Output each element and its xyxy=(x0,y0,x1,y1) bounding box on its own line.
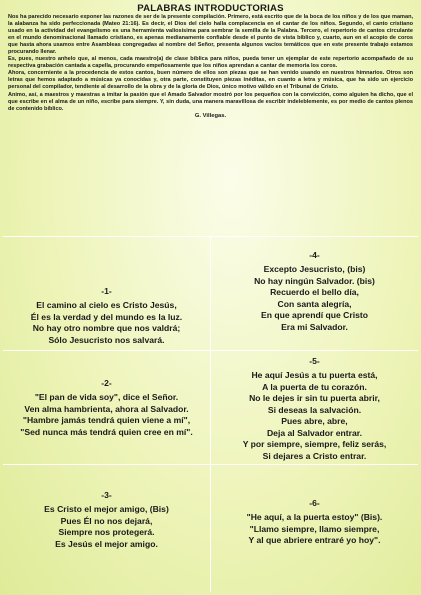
song-line: "He aquí, a la puerta estoy" (Bis). xyxy=(246,512,383,522)
song-line: Con santa alegría, xyxy=(277,298,352,309)
intro-paragraph: Animo, así, a maestros y maestras a imitar la pasión que el Amado Salvador mostró por los pequeños con la convicción, como alguien ha dicho, que el que escribe en el alma de un niño, escribe para siempre. Y, sin duda, una manera maravillosa de escribir indeleblemente, es por medio de cantos plenos de contenido bíblico. xyxy=(8,91,413,112)
song-line: Y por siempre, siempre, feliz serás, xyxy=(242,439,387,449)
song-number: -2- xyxy=(101,378,112,388)
song-2 xyxy=(3,378,210,438)
song-line: Si dejares a Cristo entrar. xyxy=(262,450,367,461)
song-line: Y al que abriere entraré yo hoy". xyxy=(248,535,381,545)
songs-grid xyxy=(3,236,418,592)
song-line: Pues Él no nos dejará, xyxy=(60,515,153,526)
song-line: No hay ningún Salvador. (bis) xyxy=(254,275,375,286)
song-number: -5- xyxy=(309,356,320,366)
song-line: En que aprendí que Cristo xyxy=(261,310,368,320)
song-number: -4- xyxy=(309,250,320,260)
song-line: Es Jesús el mejor amigo. xyxy=(55,538,158,549)
song-line: A la puerta de tu corazón. xyxy=(262,381,367,392)
song-line: Era mi Salvador. xyxy=(281,321,348,332)
introduction-section xyxy=(8,3,413,120)
song-line: Deja al Salvador entrar. xyxy=(266,427,363,438)
song-number: -6- xyxy=(309,498,320,508)
song-line: El camino al cielo es Cristo Jesús, xyxy=(36,300,177,310)
song-1 xyxy=(3,286,210,346)
song-line: "Sed nunca más tendrá quien cree en mí". xyxy=(20,426,193,437)
song-5 xyxy=(211,356,418,462)
song-line: Pues abre, abre, xyxy=(281,416,348,426)
song-line: "El pan de vida soy", dice el Señor. xyxy=(34,392,179,402)
song-line: Si deseas la salvación. xyxy=(267,404,362,415)
song-line: "Llamo siempre, llamo siempre, xyxy=(249,523,380,534)
song-3 xyxy=(3,490,210,550)
song-line: Siempre nos protegerá. xyxy=(58,527,155,537)
song-4 xyxy=(211,250,418,333)
song-line: No hay otro nombre que nos valdrá; xyxy=(32,323,181,333)
intro-signature: G. Villegas. xyxy=(194,112,227,119)
song-line: Sólo Jesucristo nos salvará. xyxy=(48,334,165,345)
song-6 xyxy=(211,498,418,547)
intro-title: PALABRAS INTRODUCTORIAS xyxy=(137,3,284,14)
intro-paragraph: Es, pues, nuestro anhelo que, al menos, cada maestro(a) de clase bíblica para niños, pueda tener un ejemplar de este repertorio acompañado de su respectiva grabación cantada a capella, procurando empeñosamente que los niños aprendan a cantar de memoria los coros. xyxy=(8,56,413,70)
song-line: Recuerdo el bello día, xyxy=(270,287,359,297)
song-line: Es Cristo el mejor amigo, (Bis) xyxy=(44,504,169,514)
song-number: -3- xyxy=(101,490,112,500)
intro-paragraph: Ahora, concerniente a la procedencia de estos cantos, buen número de ellos son piezas que se han venido usando en nuestros himnarios. Otros son letras que hemos adaptado a músicas ya conocidas y, otra parte, constituyen piezas inéditas, en cuanto a letra y música, que ha sido un ejercicio personal del compilador, tendiente al desarrollo de la obra y de la gloria de Dios, único motivo válido en el Tribunal de Cristo. xyxy=(8,70,413,91)
song-line: He aquí Jesús a tu puerta está, xyxy=(251,370,378,380)
song-line: "Hambre jamás tendrá quien viene a mí", xyxy=(22,415,191,425)
intro-paragraph: Nos ha parecido necesario exponer las razones de ser de la presente compilación. Primero, está escrito que de la boca de los niños y de los que maman, la alabanza ha sido perfeccionada (Mateo 21:16). Es decir, el Dios del cielo halla complacencia en el cantar de los niños. Segundo, el canto cristiano usado en la actividad del evangelismo es una herramienta valiosísima para sembrar la semilla de la Palabra. Tercero, el repertorio de cantos circulante en el mundo denominacional llamado cristiano, es apenas medianamente confiable desde el punto de vista bíblico y, cuarto, aun en el acopio de coros que hasta ahora usamos entre Asambleas congregadas al nombre del Señor, presenta algunos vacíos temáticos que en este presente trabajo estamos procurando llenar. xyxy=(8,14,413,56)
song-line: No le dejes ir sin tu puerta abrir, xyxy=(249,393,380,403)
song-line: Excepto Jesucristo, (bis) xyxy=(263,264,366,274)
song-number: -1- xyxy=(101,286,112,296)
song-line: Él es la verdad y del mundo es la luz. xyxy=(30,311,183,322)
song-line: Ven alma hambrienta, ahora al Salvador. xyxy=(24,403,189,414)
